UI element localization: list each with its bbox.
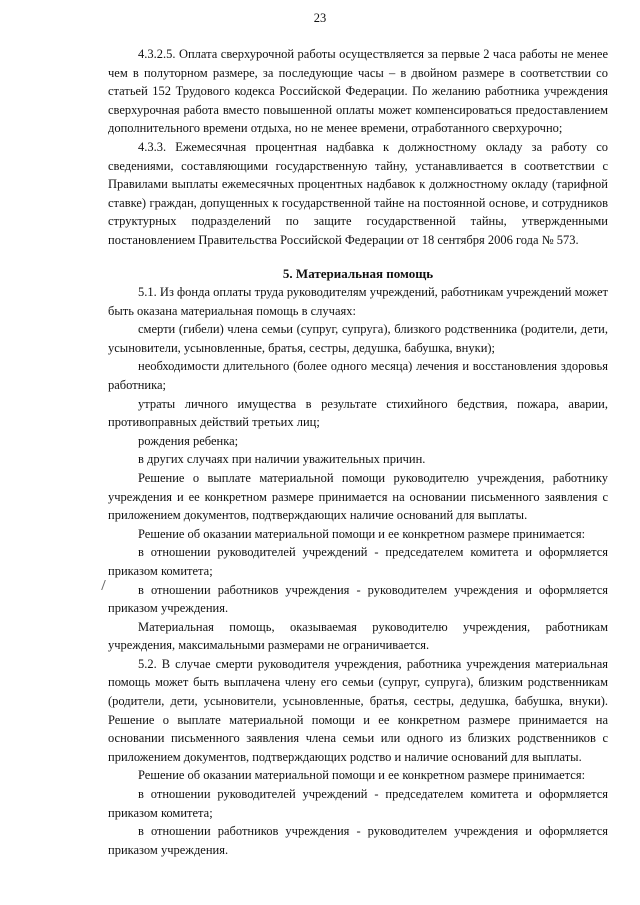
list-item-death: смерти (гибели) члена семьи (супруг, супруга), близкого родственника (родители, дети, усыновители, усыновленные, братья, сестры, дедушка, бабушка, внуки); — [108, 322, 608, 355]
paragraph-decision-basis: Решение о выплате материальной помощи руководителю учреждения, работнику учреждения и ее конкретном размере принимается на основании письменного заявления с приложением документов, подтверждающих наличие оснований для выплаты. — [108, 470, 608, 523]
list-item-treatment: необходимости длительного (более одного месяца) лечения и восстановления здоровья работника; — [108, 359, 608, 392]
paragraph-5-1: 5.1. Из фонда оплаты труда руководителям учреждений, работникам учреждений может быть оказана материальная помощь в случаях: — [108, 285, 608, 318]
paragraph-heads-of-institutions: в отношении руководителей учреждений - председателем комитета и оформляется приказом комитета; — [108, 545, 608, 578]
list-item-childbirth: рождения ребенка; — [138, 433, 239, 448]
paragraph-decision-authority: Решение об оказании материальной помощи и ее конкретном размере принимается: — [138, 526, 586, 541]
list-item-other: в других случаях при наличии уважительных причин. — [138, 452, 426, 467]
intro-block — [108, 45, 608, 250]
paragraph-decision-authority-2: Решение об оказании материальной помощи и ее конкретном размере принимается: — [138, 768, 586, 783]
paragraph-4-3-2-5: 4.3.2.5. Оплата сверхурочной работы осуществляется за первые 2 часа работы не менее чем в полуторном размере, за последующие часы – в двойном размере в соответствии со статьей 152 Трудового кодекса Российской Федерации. По желанию работника учреждения сверхурочная работа вместо повышенной оплаты может компенсироваться предоставлением дополнительного времени отдыха, но не менее времени, отработанного сверхурочно; — [108, 47, 608, 136]
paragraph-institution-employees: в отношении работников учреждения - руководителем учреждения и оформляется приказом учреждения. — [108, 582, 608, 616]
paragraph-5-2: 5.2. В случае смерти руководителя учреждения, работника учреждения материальная помощь может быть выплачена члену его семьи (супруг, супруга), близким родственникам (родители, дети, усыновители, усыновленные, братья, сестры, дедушка, бабушка, внуки). Решение о выплате материальной помощи и ее конкретном размере принимается на основании письменного заявления члена семьи или одного из близких родственников с приложением документов, подтверждающих родство и наличие оснований для выплаты. — [108, 656, 608, 764]
section-5 — [108, 264, 608, 859]
paragraph-institution-employees-2: в отношении работников учреждения - руководителем учреждения и оформляется приказом учреждения. — [108, 824, 608, 857]
list-item-property-loss: утраты личного имущества в результате стихийного бедствия, пожара, аварии, противоправных действий третьих лиц; — [108, 396, 608, 430]
paragraph-heads-of-institutions-2: в отношении руководителей учреждений - председателем комитета и оформляется приказом комитета; — [108, 787, 608, 820]
page-number: 23 — [313, 11, 327, 25]
paragraph-4-3-3: 4.3.3. Ежемесячная процентная надбавка к должностному окладу за работу со сведениями, составляющими государственную тайну, устанавливается в соответствии с Правилами выплаты ежемесячных процентных надбавок к должностному окладу (тарифной ставке) граждан, допущенных к государственной тайне на постоянной основе, и сотрудников структурных подразделений по защите государственной тайны, утвержденными постановлением Правительства Российской Федерации от 18 сентября 2006 года № 573. — [108, 139, 608, 247]
section-title: 5. Материальная помощь — [282, 266, 434, 281]
paragraph-no-max-limit: Материальная помощь, оказываемая руководителю учреждения, работникам учреждения, максимальными размерами не ограничивается. — [108, 619, 608, 653]
